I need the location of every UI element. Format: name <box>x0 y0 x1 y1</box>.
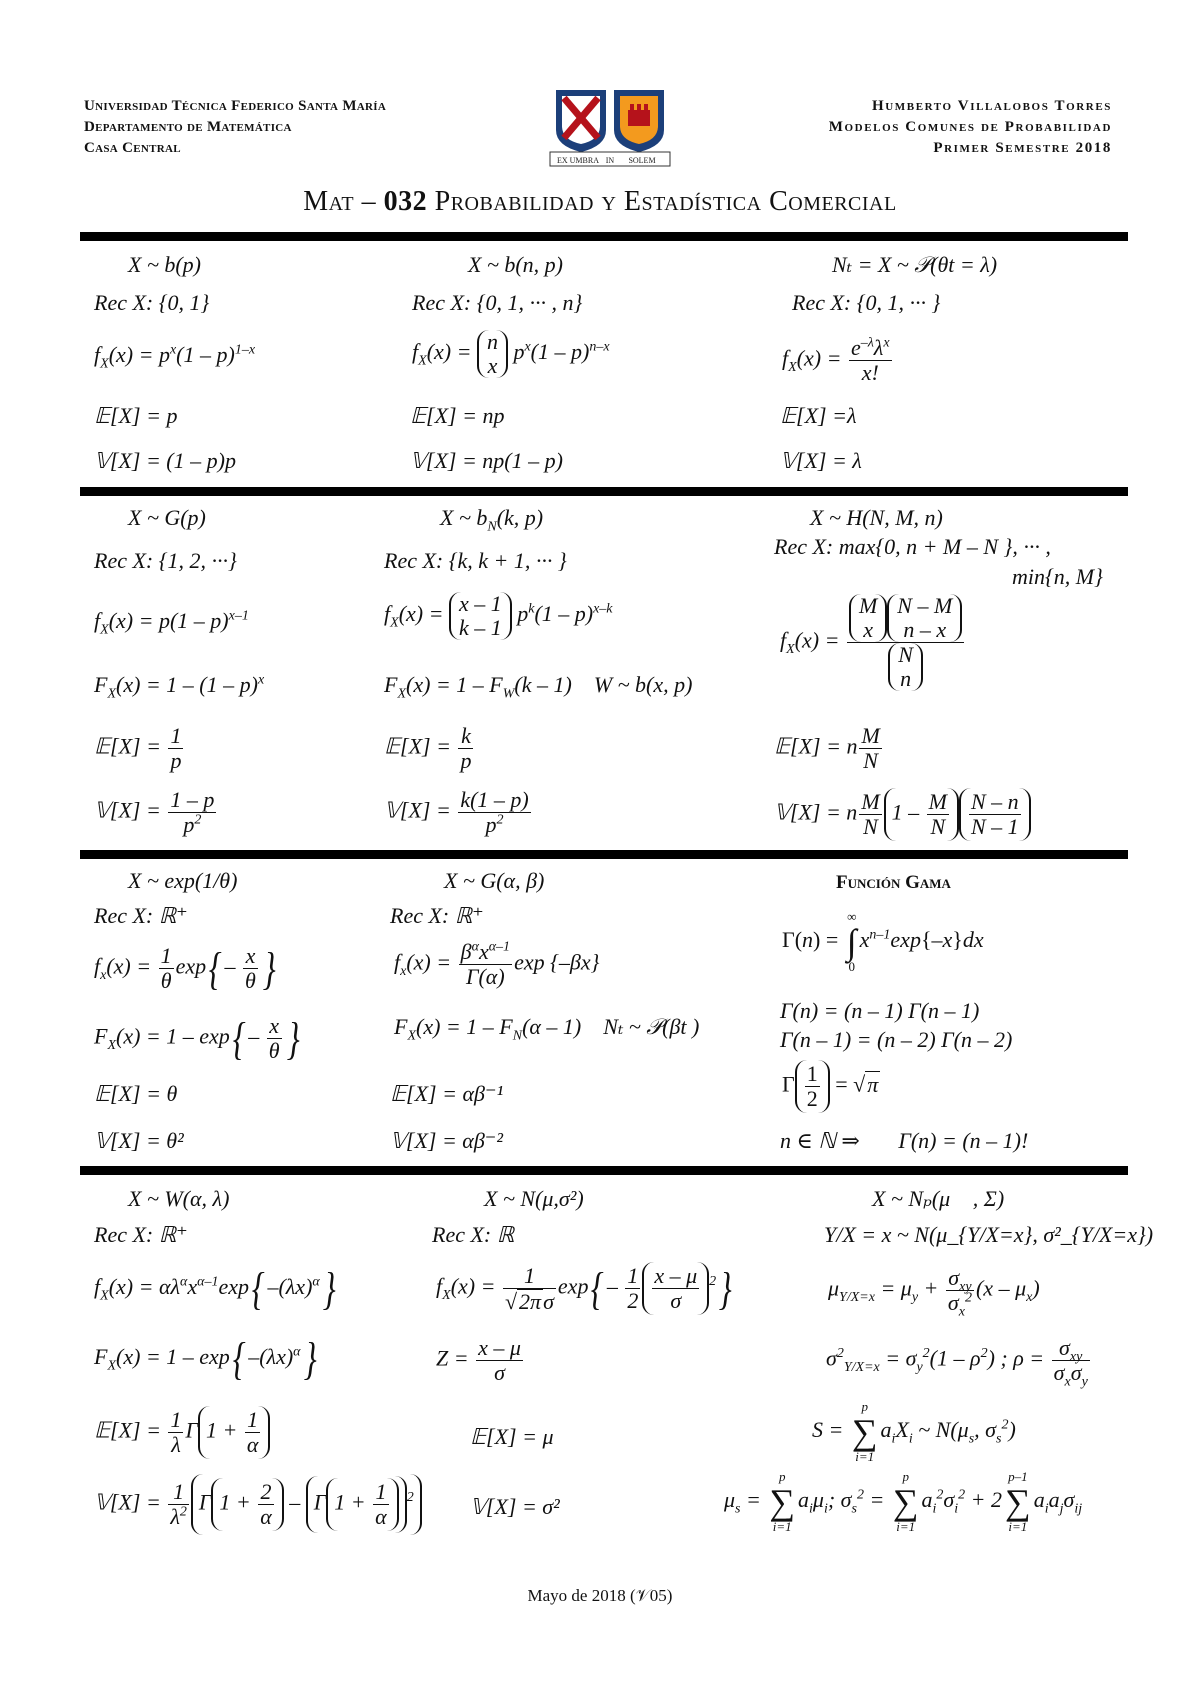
gamma-function-factorial: Γ(n) = (n – 1)! <box>898 1128 1029 1153</box>
page-title: Mat – 032 Probabilidad y Estadística Comercial <box>303 186 897 217</box>
bivariate-cond-var: $\sigma^2_{Y/X=x} = \sigma_y^2(1 - \rho^2)$ ; ρ = $\frac{\sigma_{xy}}{\sigma_x\sigma_y}$ <box>826 1335 1088 1390</box>
exp-rec: Rec X: ℝ⁺ <box>94 903 188 928</box>
gamma-function-natural: n ∈ ℕ ⇒ Γ(n) = (n – 1)! <box>780 1128 1029 1153</box>
weibull-cdf: $F_X(x) = 1 - \exp${ $-(\lambda x)^\alpha$} <box>94 1333 317 1384</box>
normal-rec: Rec X: ℝ <box>432 1222 515 1247</box>
section-divider <box>80 850 1128 859</box>
institution-block <box>84 96 386 159</box>
gamma-var: 𝕍[X] = αβ⁻² <box>390 1128 504 1153</box>
weibull-var: 𝕍[X] = $\frac{1}{\lambda^2}$ Γ 1 + $\frac{2}{\alpha}$ – Γ 1 + $\frac{1}{\alpha}$ $^2$ <box>94 1474 422 1535</box>
binomial-mean: 𝔼[X] = np <box>410 403 505 428</box>
bernoulli-pmf: $f_X(x) = p^x(1 - p)^{1-x}$ <box>94 342 256 372</box>
gamma-dist: X ~ G(α, β) <box>444 868 545 893</box>
gamma-function-rec-2: Γ(n – 1) = (n – 2) Γ(n – 2) <box>780 1027 1013 1052</box>
poisson-mean: 𝔼[X] =λ <box>780 403 857 428</box>
binomial-dist: X ~ b(n, p) <box>468 252 563 277</box>
gamma-function-integral: Γ(n) = ∞ ∫ $0x^{n-1}\exp\{-x\}dx$ <box>782 909 984 974</box>
gamma-cdf: $F_X(x) = 1 - F_N(\alpha - 1)$ Nₜ ~ 𝒫(βt ) <box>394 1014 700 1044</box>
geometric-pmf: $f_X(x) = p(1 - p)^{x-1}$ <box>94 608 249 638</box>
weibull-dist: X ~ W(α, λ) <box>128 1186 230 1211</box>
negbin-w: W ~ b(x, p) <box>593 672 693 697</box>
campus-name: Casa Central <box>84 140 181 156</box>
bernoulli-var: 𝕍[X] = (1 – p)p <box>94 448 236 473</box>
weibull-mean: 𝔼[X] = $\frac{1}{\lambda}$ Γ 1 + $\frac{1}{\alpha}$ <box>94 1406 270 1459</box>
linear-combination: S = p ∑ $i=1a_iX_i$ ~ $N(\mu_s$, $\sigma_s^2$) <box>812 1399 1016 1464</box>
crest-banner-left: EX UMBRA <box>556 156 600 165</box>
bivariate-cond-mean: $\mu_{Y/X=x} = \mu_y$ + $\frac{\sigma_{xy}}{\sigma_x^2}$ $(x - \mu_x)$ <box>828 1265 1040 1320</box>
normal-mean: 𝔼[X] = μ <box>470 1424 554 1449</box>
document-subject: Modelos Comunes de Probabilidad <box>828 119 1112 135</box>
university-name: Universidad Técnica Federico Santa María <box>84 98 387 114</box>
section-divider <box>80 1166 1128 1175</box>
geometric-rec: Rec X: {1, 2, ···} <box>94 548 237 573</box>
binomial-var: 𝕍[X] = np(1 – p) <box>410 448 563 473</box>
geometric-dist: X ~ G(p) <box>128 505 206 530</box>
bivariate-conditional: Y/X = x ~ N(μ_{Y/X=x}, σ²_{Y/X=x}) <box>824 1222 1154 1247</box>
bernoulli-mean: 𝔼[X] = p <box>94 403 178 428</box>
hyper-var: 𝕍[X] = n $\frac{M}{N}$ 1 – $\frac{M}{N}$ $\frac{N - n}{N - 1}$ <box>774 788 1031 841</box>
footer-date: Mayo de 2018 (𝒱05) <box>527 1586 673 1605</box>
crest-banner-mid: IN <box>605 156 615 165</box>
department-name: Departamento de Matemática <box>84 119 292 135</box>
section-divider <box>80 487 1128 496</box>
gamma-poisson: Nₜ ~ 𝒫(βt ) <box>603 1014 700 1039</box>
gamma-rec: Rec X: ℝ⁺ <box>390 903 484 928</box>
section-divider <box>80 232 1128 241</box>
normal-var: 𝕍[X] = σ² <box>470 1494 560 1519</box>
hyper-pmf: $f_X(x)$ = M x N – M n – x N n <box>780 594 966 691</box>
normal-pdf: $f_X(x)$ = $\frac{1}{√2\pi\sigma}$ exp{ – $\frac{1}{2}$ $\frac{x - \mu}{\sigma}$ $^2$} <box>436 1262 732 1314</box>
semester: Primer Semestre 2018 <box>933 140 1112 156</box>
exp-mean: 𝔼[X] = θ <box>94 1081 178 1106</box>
bernoulli-rec: Rec X: {0, 1} <box>94 290 210 315</box>
negbin-pmf: $f_X(x)$ = x – 1 k – 1 $p^k(1 - p)^{x-k}$ <box>384 591 613 640</box>
poisson-rec: Rec X: {0, 1, ··· } <box>792 290 941 315</box>
binomial-rec: Rec X: {0, 1, ··· , n} <box>412 290 583 315</box>
hyper-rec-2: min{n, M} <box>1012 564 1103 589</box>
hyper-dist: X ~ H(N, M, n) <box>810 505 943 530</box>
exp-dist: X ~ exp(1/θ) <box>128 868 238 893</box>
normal-standardized: Z = $\frac{x - \mu}{\sigma}$ <box>436 1335 521 1385</box>
linear-combination-params: $\mu_s = p$ ∑ $i=1a_i\mu_i$; $\sigma_s^2 = p$ ∑ $i=1a_i^2\sigma_i^2 + 2p-1$ ∑ $i=1a_ia_j\sigma_{ij}$ <box>724 1469 1083 1534</box>
poisson-dist: Nₜ = X ~ 𝒫(θt = λ) <box>832 252 998 277</box>
normal-dist: X ~ N(μ,σ²) <box>484 1186 584 1211</box>
geometric-mean: 𝔼[X] = $\frac{1}{p}$ <box>94 723 182 773</box>
exp-var: 𝕍[X] = θ² <box>94 1128 184 1153</box>
author-block <box>829 96 1112 159</box>
hyper-rec-1: Rec X: max{0, n + M – N }, ··· , <box>774 534 1051 559</box>
university-crest-icon <box>548 86 672 170</box>
gamma-function-rec-1: Γ(n) = (n – 1) Γ(n – 1) <box>780 998 980 1023</box>
binomial-pmf: $f_X(x)$ = n x $p^x(1 - p)^{n-x}$ <box>412 329 610 378</box>
negbin-dist: X ~ $b_N(k$, p) <box>440 505 544 535</box>
gamma-mean: 𝔼[X] = αβ⁻¹ <box>390 1081 504 1106</box>
bivariate-dist: X ~ Nₚ(μ⃗ , Σ) <box>872 1186 1005 1211</box>
poisson-var: 𝕍[X] = λ <box>780 448 862 473</box>
crest-banner-right: SOLEM <box>628 156 656 165</box>
weibull-pdf: $f_X(x) = \alpha\lambda^\alpha x^{\alpha-1}\exp${ $-(\lambda x)^\alpha$} <box>94 1263 336 1314</box>
geometric-var: 𝕍[X] = $\frac{1 - p}{p^2}$ <box>94 787 215 837</box>
gamma-pdf: $f_x(x)$ = $\frac{\beta^\alpha x^{\alpha-1}}{\Gamma(\alpha)}$ exp {–βx} <box>394 939 600 989</box>
negbin-rec: Rec X: {k, k + 1, ··· } <box>384 548 567 573</box>
negbin-mean: 𝔼[X] = $\frac{k}{p}$ <box>384 723 472 773</box>
negbin-var: 𝕍[X] = $\frac{k(1 - p)}{p^2}$ <box>384 787 529 837</box>
exp-pdf: $f_x(x)$ = $\frac{1}{\theta}$ exp{ – $\frac{x}{\theta}$ } <box>94 942 276 994</box>
gamma-function-heading: Función Gama <box>836 872 951 893</box>
weibull-rec: Rec X: ℝ⁺ <box>94 1222 188 1247</box>
poisson-pmf: $f_X(x)$ = $\frac{e^{-\lambda}\lambda^x}{x!}$ <box>782 335 890 385</box>
geometric-cdf: $F_X(x) = 1 - (1 - p)^x$ <box>94 672 265 702</box>
author-name: Humberto Villalobos Torres <box>871 98 1112 114</box>
negbin-cdf: $F_X(x) = 1 - F_W(k - 1)$ W ~ b(x, p) <box>384 672 693 702</box>
gamma-function-half: Γ $\frac{1}{2}$ = √π <box>782 1061 879 1111</box>
hyper-mean: 𝔼[X] = n $\frac{M}{N}$ <box>774 723 880 773</box>
exp-cdf: $F_X(x) = 1 - \exp${ – $\frac{x}{\theta}$ } <box>94 1012 300 1064</box>
bernoulli-dist: X ~ b(p) <box>128 252 201 277</box>
